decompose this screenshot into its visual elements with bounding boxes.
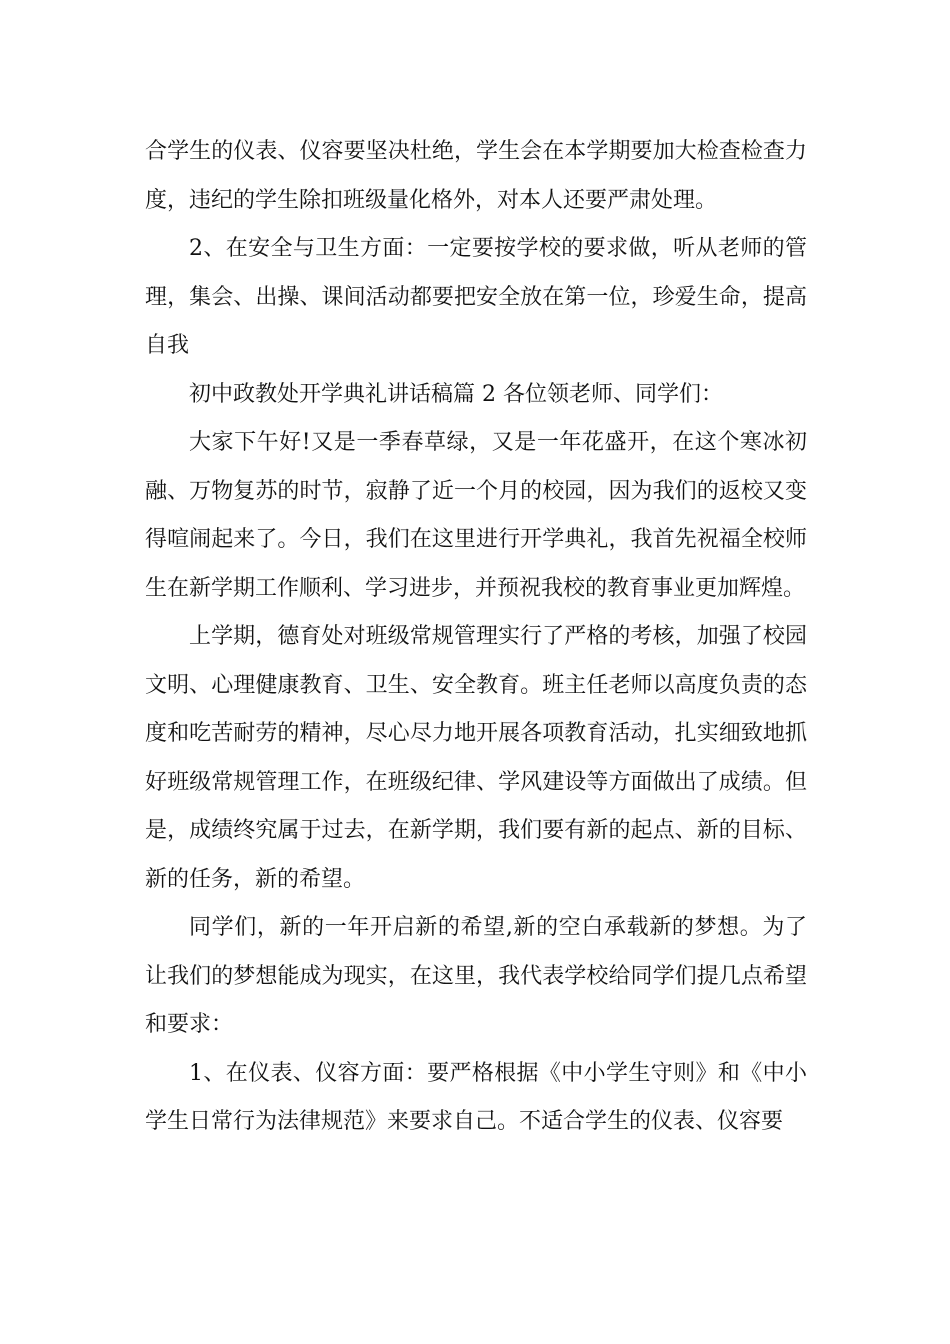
- paragraph-3: 初中政教处开学典礼讲话稿篇 2 各位领老师、同学们：: [189, 381, 723, 407]
- document-body: [145, 128, 807, 1147]
- paragraph-4: 大家下午好!又是一季春草绿，又是一年花盛开，在这个寒冰初融、万物复苏的时节，寂静了近一个月的校园，因为我们的返校又变得喧闹起来了。今日，我们在这里进行开学典礼，我首先祝福全校师生在新学期工作顺利、学习进步，并预祝我校的教育事业更加辉煌。: [145, 430, 807, 601]
- paragraph-5: 上学期，德育处对班级常规管理实行了严格的考核，加强了校园文明、心理健康教育、卫生、安全教育。班主任老师以高度负责的态度和吃苦耐劳的精神，尽心尽力地开展各项教育活动，扎实细致地抓好班级常规管理工作，在班级纪律、学风建设等方面做出了成绩。但是，成绩终究属于过去，在新学期，我们要有新的起点、新的目标、新的任务，新的希望。: [145, 624, 807, 892]
- paragraph-6: 同学们，新的一年开启新的希望,新的空白承载新的梦想。为了让我们的梦想能成为现实，在这里，我代表学校给同学们提几点希望和要求：: [145, 915, 807, 1037]
- paragraph-2: 2、在安全与卫生方面：一定要按学校的要求做，听从老师的管理，集会、出操、课间活动都要把安全放在第一位，珍爱生命，提高自我: [145, 236, 807, 358]
- paragraph-1: 合学生的仪表、仪容要坚决杜绝，学生会在本学期要加大检查检查力度，违纪的学生除扣班级量化格外，对本人还要严肃处理。: [145, 139, 807, 213]
- paragraph-7: 1、在仪表、仪容方面：要严格根据《中小学生守则》和《中小学生日常行为法律规范》来要求自己。不适合学生的仪表、仪容要: [145, 1060, 807, 1134]
